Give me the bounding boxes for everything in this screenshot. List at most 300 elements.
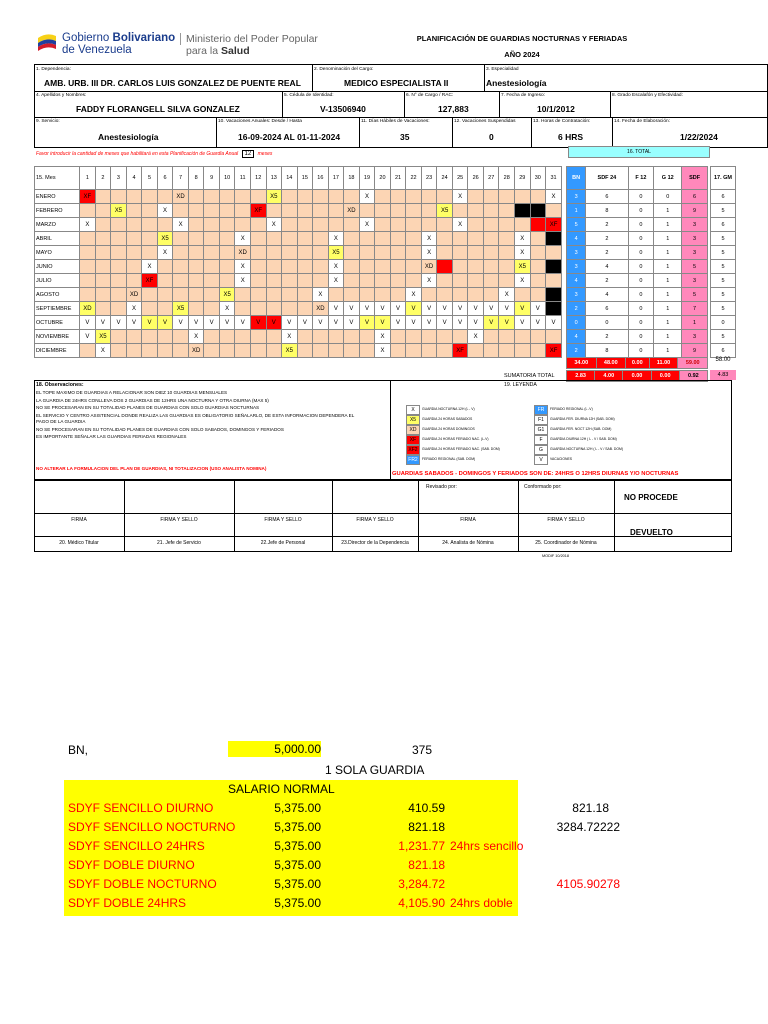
day-cell[interactable] xyxy=(204,246,220,260)
day-cell[interactable]: X xyxy=(406,288,422,302)
day-cell[interactable] xyxy=(111,246,127,260)
day-cell[interactable] xyxy=(80,274,96,288)
day-cell[interactable] xyxy=(344,190,360,204)
day-cell[interactable] xyxy=(157,302,173,316)
day-cell[interactable] xyxy=(188,218,204,232)
day-cell[interactable] xyxy=(406,204,422,218)
day-cell[interactable] xyxy=(126,218,142,232)
day-cell[interactable] xyxy=(204,232,220,246)
day-cell[interactable] xyxy=(406,232,422,246)
day-cell[interactable]: V xyxy=(344,302,360,316)
day-cell[interactable] xyxy=(266,302,282,316)
day-cell[interactable] xyxy=(515,190,531,204)
day-cell[interactable] xyxy=(188,288,204,302)
day-cell[interactable] xyxy=(219,330,235,344)
day-cell[interactable]: X xyxy=(375,330,391,344)
day-cell[interactable]: X xyxy=(313,288,329,302)
day-cell[interactable]: X5 xyxy=(219,288,235,302)
day-cell[interactable] xyxy=(250,330,266,344)
day-cell[interactable] xyxy=(250,218,266,232)
day-cell[interactable]: X xyxy=(157,246,173,260)
day-cell[interactable] xyxy=(530,274,546,288)
day-cell[interactable] xyxy=(126,344,142,358)
day-cell[interactable] xyxy=(142,330,158,344)
day-cell[interactable] xyxy=(80,204,96,218)
day-cell[interactable] xyxy=(546,204,562,218)
day-cell[interactable]: X xyxy=(95,344,111,358)
day-cell[interactable] xyxy=(437,288,453,302)
day-cell[interactable] xyxy=(95,246,111,260)
day-cell[interactable] xyxy=(297,232,313,246)
day-cell[interactable] xyxy=(468,218,484,232)
day-cell[interactable] xyxy=(204,218,220,232)
day-cell[interactable] xyxy=(157,330,173,344)
day-cell[interactable]: X xyxy=(142,260,158,274)
day-cell[interactable] xyxy=(219,246,235,260)
day-cell[interactable] xyxy=(204,288,220,302)
day-cell[interactable] xyxy=(297,260,313,274)
day-cell[interactable] xyxy=(530,204,546,218)
day-cell[interactable]: XD xyxy=(421,260,437,274)
day-cell[interactable]: XF xyxy=(80,190,96,204)
day-cell[interactable]: V xyxy=(483,316,499,330)
day-cell[interactable]: XD xyxy=(235,246,251,260)
day-cell[interactable]: V xyxy=(437,316,453,330)
day-cell[interactable] xyxy=(250,232,266,246)
day-cell[interactable]: V xyxy=(499,316,515,330)
day-cell[interactable] xyxy=(266,288,282,302)
day-cell[interactable] xyxy=(204,344,220,358)
day-cell[interactable] xyxy=(142,204,158,218)
day-cell[interactable] xyxy=(235,330,251,344)
day-cell[interactable] xyxy=(421,204,437,218)
day-cell[interactable] xyxy=(390,246,406,260)
day-cell[interactable]: X xyxy=(328,232,344,246)
day-cell[interactable] xyxy=(266,260,282,274)
day-cell[interactable] xyxy=(515,330,531,344)
day-cell[interactable] xyxy=(468,246,484,260)
day-cell[interactable] xyxy=(499,190,515,204)
day-cell[interactable] xyxy=(111,288,127,302)
day-cell[interactable] xyxy=(375,288,391,302)
day-cell[interactable] xyxy=(390,288,406,302)
day-cell[interactable] xyxy=(530,260,546,274)
day-cell[interactable] xyxy=(375,246,391,260)
day-cell[interactable]: V xyxy=(515,302,531,316)
day-cell[interactable] xyxy=(95,218,111,232)
day-cell[interactable] xyxy=(80,232,96,246)
day-cell[interactable]: V xyxy=(282,316,298,330)
day-cell[interactable] xyxy=(390,232,406,246)
day-cell[interactable] xyxy=(173,288,189,302)
day-cell[interactable] xyxy=(219,232,235,246)
day-cell[interactable]: X xyxy=(126,302,142,316)
day-cell[interactable]: V xyxy=(328,302,344,316)
day-cell[interactable] xyxy=(344,288,360,302)
day-cell[interactable] xyxy=(421,288,437,302)
day-cell[interactable]: V xyxy=(421,302,437,316)
day-cell[interactable] xyxy=(359,274,375,288)
day-cell[interactable] xyxy=(437,260,453,274)
day-cell[interactable] xyxy=(111,344,127,358)
day-cell[interactable]: V xyxy=(328,316,344,330)
day-cell[interactable] xyxy=(515,288,531,302)
day-cell[interactable]: V xyxy=(95,316,111,330)
day-cell[interactable] xyxy=(452,330,468,344)
day-cell[interactable] xyxy=(390,190,406,204)
day-cell[interactable] xyxy=(313,260,329,274)
day-cell[interactable] xyxy=(157,190,173,204)
day-cell[interactable] xyxy=(530,246,546,260)
day-cell[interactable]: X xyxy=(515,274,531,288)
day-cell[interactable] xyxy=(126,204,142,218)
day-cell[interactable]: XD xyxy=(344,204,360,218)
day-cell[interactable] xyxy=(359,232,375,246)
day-cell[interactable]: X xyxy=(266,218,282,232)
day-cell[interactable]: X xyxy=(515,232,531,246)
day-cell[interactable] xyxy=(266,232,282,246)
day-cell[interactable] xyxy=(499,260,515,274)
day-cell[interactable] xyxy=(95,288,111,302)
day-cell[interactable] xyxy=(173,274,189,288)
day-cell[interactable] xyxy=(282,218,298,232)
day-cell[interactable] xyxy=(111,302,127,316)
day-cell[interactable] xyxy=(328,218,344,232)
day-cell[interactable]: X xyxy=(421,274,437,288)
day-cell[interactable]: V xyxy=(390,316,406,330)
day-cell[interactable] xyxy=(406,190,422,204)
day-cell[interactable] xyxy=(266,330,282,344)
day-cell[interactable] xyxy=(468,190,484,204)
day-cell[interactable] xyxy=(515,218,531,232)
day-cell[interactable] xyxy=(250,246,266,260)
day-cell[interactable] xyxy=(499,204,515,218)
day-cell[interactable] xyxy=(219,204,235,218)
day-cell[interactable] xyxy=(142,302,158,316)
day-cell[interactable] xyxy=(204,274,220,288)
day-cell[interactable] xyxy=(297,288,313,302)
day-cell[interactable] xyxy=(142,190,158,204)
day-cell[interactable] xyxy=(344,232,360,246)
day-cell[interactable] xyxy=(468,288,484,302)
day-cell[interactable] xyxy=(250,344,266,358)
day-cell[interactable]: X xyxy=(235,260,251,274)
day-cell[interactable] xyxy=(126,246,142,260)
day-cell[interactable]: V xyxy=(483,302,499,316)
day-cell[interactable] xyxy=(313,330,329,344)
day-cell[interactable] xyxy=(421,344,437,358)
day-cell[interactable]: X5 xyxy=(437,204,453,218)
months-input[interactable]: 12 xyxy=(242,150,255,158)
day-cell[interactable] xyxy=(219,190,235,204)
day-cell[interactable]: X5 xyxy=(515,260,531,274)
day-cell[interactable] xyxy=(111,232,127,246)
day-cell[interactable] xyxy=(142,344,158,358)
day-cell[interactable] xyxy=(204,330,220,344)
day-cell[interactable] xyxy=(250,288,266,302)
day-cell[interactable] xyxy=(235,190,251,204)
day-cell[interactable] xyxy=(219,260,235,274)
day-cell[interactable] xyxy=(328,190,344,204)
day-cell[interactable]: XF xyxy=(452,344,468,358)
day-cell[interactable] xyxy=(188,232,204,246)
day-cell[interactable]: X xyxy=(421,232,437,246)
day-cell[interactable] xyxy=(452,204,468,218)
day-cell[interactable] xyxy=(452,274,468,288)
day-cell[interactable] xyxy=(313,274,329,288)
day-cell[interactable]: V xyxy=(406,302,422,316)
day-cell[interactable] xyxy=(483,288,499,302)
day-cell[interactable] xyxy=(297,190,313,204)
day-cell[interactable] xyxy=(483,190,499,204)
day-cell[interactable] xyxy=(313,344,329,358)
day-cell[interactable] xyxy=(406,274,422,288)
day-cell[interactable] xyxy=(437,246,453,260)
day-cell[interactable] xyxy=(344,260,360,274)
day-cell[interactable] xyxy=(126,232,142,246)
day-cell[interactable] xyxy=(546,246,562,260)
day-cell[interactable] xyxy=(188,274,204,288)
day-cell[interactable] xyxy=(390,204,406,218)
day-cell[interactable]: X xyxy=(468,330,484,344)
day-cell[interactable]: XD xyxy=(80,302,96,316)
day-cell[interactable] xyxy=(95,190,111,204)
day-cell[interactable]: V xyxy=(468,302,484,316)
day-cell[interactable] xyxy=(126,330,142,344)
day-cell[interactable] xyxy=(483,218,499,232)
day-cell[interactable] xyxy=(95,274,111,288)
day-cell[interactable] xyxy=(546,260,562,274)
day-cell[interactable]: X xyxy=(546,190,562,204)
day-cell[interactable]: V xyxy=(80,330,96,344)
day-cell[interactable] xyxy=(250,260,266,274)
day-cell[interactable] xyxy=(390,218,406,232)
day-cell[interactable] xyxy=(328,330,344,344)
day-cell[interactable] xyxy=(204,204,220,218)
day-cell[interactable]: V xyxy=(468,316,484,330)
day-cell[interactable] xyxy=(157,344,173,358)
day-cell[interactable]: V xyxy=(297,316,313,330)
day-cell[interactable] xyxy=(437,344,453,358)
day-cell[interactable] xyxy=(406,246,422,260)
day-cell[interactable]: X5 xyxy=(173,302,189,316)
day-cell[interactable] xyxy=(297,344,313,358)
day-cell[interactable] xyxy=(297,302,313,316)
day-cell[interactable] xyxy=(219,274,235,288)
day-cell[interactable] xyxy=(452,232,468,246)
day-cell[interactable] xyxy=(235,344,251,358)
day-cell[interactable] xyxy=(250,190,266,204)
day-cell[interactable] xyxy=(111,218,127,232)
day-cell[interactable] xyxy=(468,274,484,288)
day-cell[interactable] xyxy=(250,274,266,288)
day-cell[interactable] xyxy=(406,330,422,344)
day-cell[interactable] xyxy=(530,218,546,232)
day-cell[interactable] xyxy=(499,218,515,232)
day-cell[interactable] xyxy=(375,218,391,232)
day-cell[interactable]: X xyxy=(282,330,298,344)
day-cell[interactable] xyxy=(266,204,282,218)
day-cell[interactable]: X xyxy=(219,302,235,316)
day-cell[interactable] xyxy=(80,288,96,302)
day-cell[interactable] xyxy=(157,288,173,302)
day-cell[interactable]: XF xyxy=(250,204,266,218)
day-cell[interactable] xyxy=(313,204,329,218)
day-cell[interactable] xyxy=(530,330,546,344)
day-cell[interactable]: V xyxy=(157,316,173,330)
day-cell[interactable] xyxy=(188,246,204,260)
day-cell[interactable] xyxy=(219,344,235,358)
day-cell[interactable] xyxy=(406,260,422,274)
day-cell[interactable] xyxy=(390,330,406,344)
day-cell[interactable] xyxy=(173,330,189,344)
day-cell[interactable]: V xyxy=(452,302,468,316)
day-cell[interactable] xyxy=(359,204,375,218)
day-cell[interactable] xyxy=(282,204,298,218)
day-cell[interactable]: X xyxy=(515,246,531,260)
day-cell[interactable] xyxy=(95,302,111,316)
day-cell[interactable] xyxy=(452,260,468,274)
day-cell[interactable] xyxy=(515,344,531,358)
day-cell[interactable] xyxy=(452,288,468,302)
day-cell[interactable] xyxy=(344,274,360,288)
day-cell[interactable]: X5 xyxy=(157,232,173,246)
day-cell[interactable] xyxy=(297,246,313,260)
day-cell[interactable]: X xyxy=(188,330,204,344)
day-cell[interactable] xyxy=(188,302,204,316)
day-cell[interactable] xyxy=(483,344,499,358)
day-cell[interactable]: XF xyxy=(546,218,562,232)
day-cell[interactable]: V xyxy=(173,316,189,330)
day-cell[interactable] xyxy=(483,260,499,274)
day-cell[interactable] xyxy=(483,246,499,260)
day-cell[interactable]: V xyxy=(266,316,282,330)
day-cell[interactable] xyxy=(437,330,453,344)
day-cell[interactable] xyxy=(219,218,235,232)
day-cell[interactable] xyxy=(452,246,468,260)
day-cell[interactable]: X xyxy=(452,190,468,204)
day-cell[interactable]: V xyxy=(530,302,546,316)
day-cell[interactable]: V xyxy=(80,316,96,330)
day-cell[interactable] xyxy=(80,260,96,274)
day-cell[interactable]: V xyxy=(204,316,220,330)
day-cell[interactable] xyxy=(437,274,453,288)
day-cell[interactable] xyxy=(359,288,375,302)
day-cell[interactable]: X xyxy=(359,218,375,232)
day-cell[interactable] xyxy=(126,190,142,204)
day-cell[interactable]: X xyxy=(235,274,251,288)
day-cell[interactable] xyxy=(530,344,546,358)
day-cell[interactable]: X xyxy=(499,288,515,302)
day-cell[interactable] xyxy=(157,218,173,232)
day-cell[interactable]: X5 xyxy=(266,190,282,204)
day-cell[interactable] xyxy=(282,274,298,288)
day-cell[interactable] xyxy=(515,204,531,218)
day-cell[interactable] xyxy=(483,204,499,218)
day-cell[interactable] xyxy=(142,232,158,246)
day-cell[interactable] xyxy=(313,218,329,232)
day-cell[interactable] xyxy=(483,274,499,288)
day-cell[interactable] xyxy=(546,302,562,316)
day-cell[interactable] xyxy=(282,288,298,302)
day-cell[interactable] xyxy=(173,204,189,218)
day-cell[interactable] xyxy=(483,330,499,344)
day-cell[interactable]: X5 xyxy=(111,204,127,218)
day-cell[interactable]: V xyxy=(437,302,453,316)
day-cell[interactable] xyxy=(282,260,298,274)
day-cell[interactable] xyxy=(437,190,453,204)
day-cell[interactable]: V xyxy=(406,316,422,330)
day-cell[interactable] xyxy=(142,218,158,232)
day-cell[interactable]: V xyxy=(344,316,360,330)
day-cell[interactable] xyxy=(111,330,127,344)
day-cell[interactable] xyxy=(188,190,204,204)
day-cell[interactable] xyxy=(235,302,251,316)
day-cell[interactable] xyxy=(437,232,453,246)
day-cell[interactable] xyxy=(483,232,499,246)
day-cell[interactable] xyxy=(250,302,266,316)
day-cell[interactable] xyxy=(359,260,375,274)
day-cell[interactable] xyxy=(157,260,173,274)
day-cell[interactable] xyxy=(157,274,173,288)
day-cell[interactable]: V xyxy=(188,316,204,330)
day-cell[interactable]: V xyxy=(126,316,142,330)
day-cell[interactable] xyxy=(437,218,453,232)
day-cell[interactable] xyxy=(173,260,189,274)
day-cell[interactable] xyxy=(468,344,484,358)
day-cell[interactable] xyxy=(297,204,313,218)
day-cell[interactable]: XD xyxy=(313,302,329,316)
day-cell[interactable] xyxy=(421,218,437,232)
day-cell[interactable] xyxy=(344,330,360,344)
day-cell[interactable] xyxy=(173,344,189,358)
day-cell[interactable] xyxy=(530,288,546,302)
day-cell[interactable] xyxy=(499,344,515,358)
day-cell[interactable]: V xyxy=(375,316,391,330)
day-cell[interactable]: X xyxy=(328,260,344,274)
day-cell[interactable]: X xyxy=(235,232,251,246)
day-cell[interactable] xyxy=(282,246,298,260)
day-cell[interactable] xyxy=(111,260,127,274)
day-cell[interactable] xyxy=(173,246,189,260)
day-cell[interactable]: V xyxy=(499,302,515,316)
day-cell[interactable] xyxy=(499,274,515,288)
day-cell[interactable]: X5 xyxy=(95,330,111,344)
day-cell[interactable] xyxy=(344,218,360,232)
day-cell[interactable]: V xyxy=(142,316,158,330)
day-cell[interactable]: V xyxy=(313,316,329,330)
day-cell[interactable]: X xyxy=(80,218,96,232)
day-cell[interactable] xyxy=(95,232,111,246)
day-cell[interactable]: V xyxy=(235,316,251,330)
day-cell[interactable] xyxy=(546,274,562,288)
day-cell[interactable] xyxy=(344,246,360,260)
day-cell[interactable] xyxy=(421,330,437,344)
day-cell[interactable]: V xyxy=(390,302,406,316)
day-cell[interactable] xyxy=(390,344,406,358)
day-cell[interactable]: X xyxy=(328,274,344,288)
day-cell[interactable] xyxy=(111,190,127,204)
day-cell[interactable] xyxy=(421,190,437,204)
day-cell[interactable]: V xyxy=(250,316,266,330)
day-cell[interactable] xyxy=(390,274,406,288)
day-cell[interactable]: XD xyxy=(126,288,142,302)
day-cell[interactable]: V xyxy=(421,316,437,330)
day-cell[interactable] xyxy=(390,260,406,274)
day-cell[interactable] xyxy=(297,274,313,288)
day-cell[interactable] xyxy=(266,246,282,260)
day-cell[interactable] xyxy=(313,246,329,260)
